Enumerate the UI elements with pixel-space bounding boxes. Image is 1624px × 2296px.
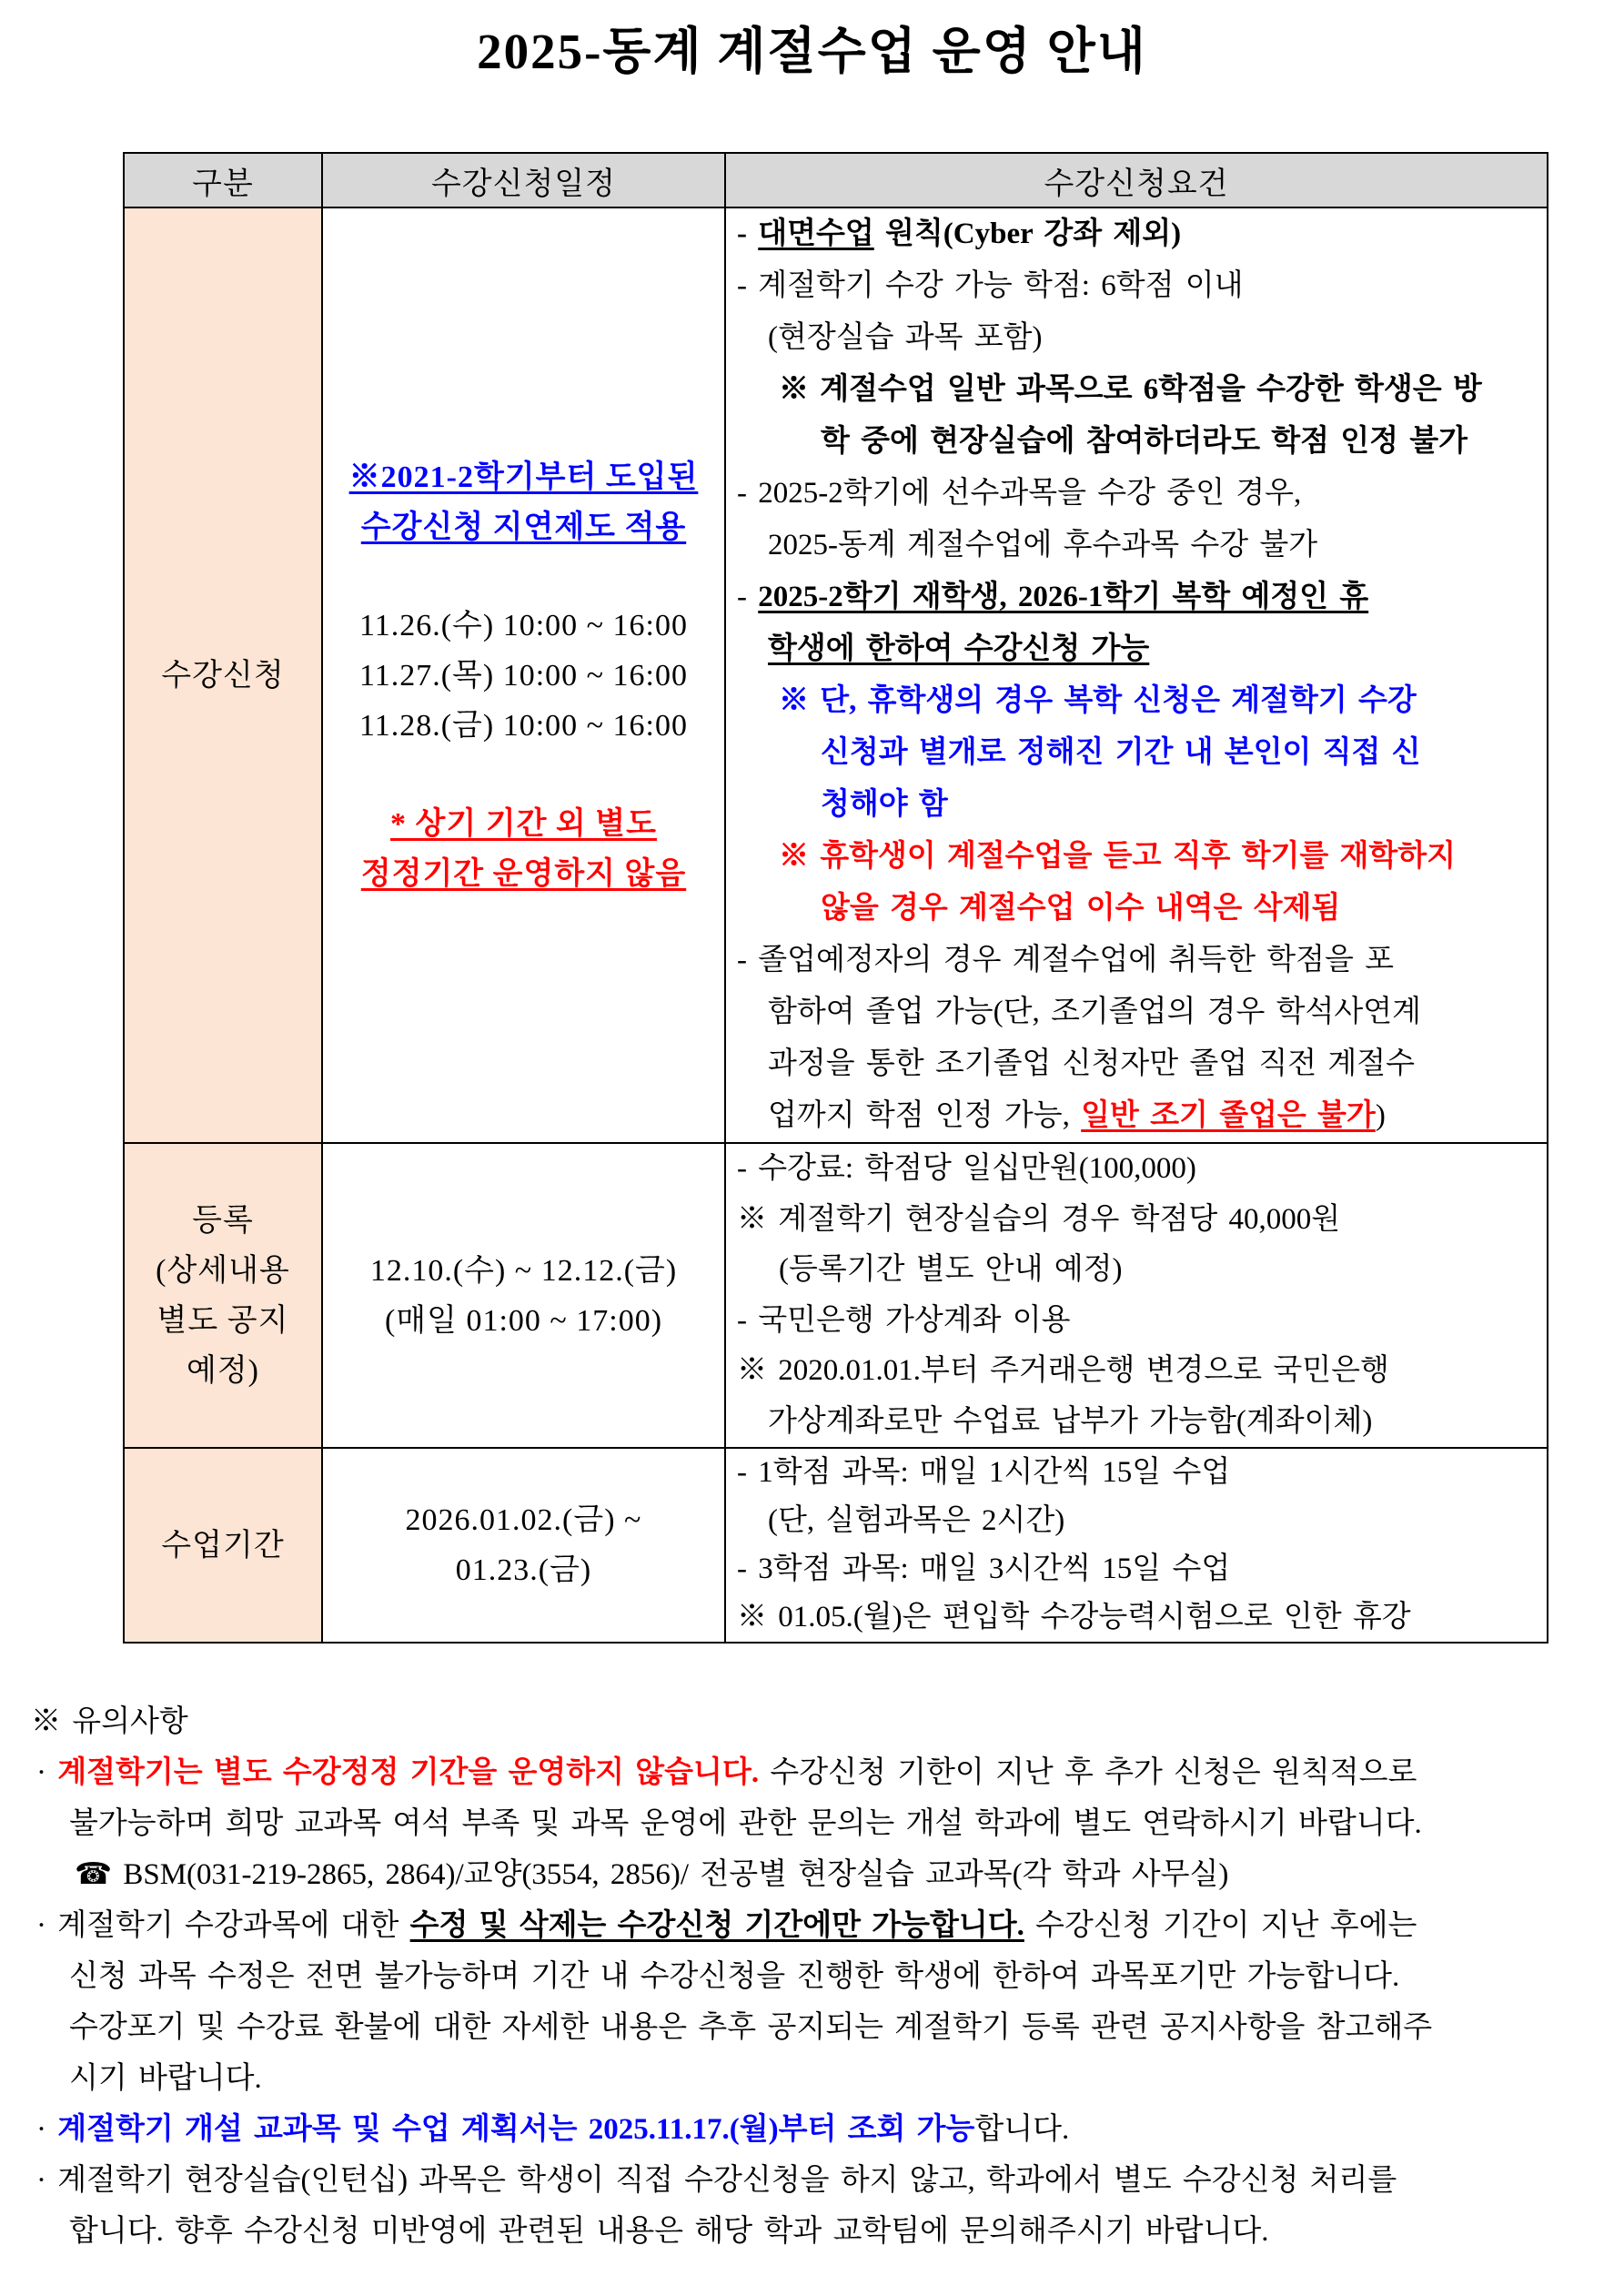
- text-segment: 수강포기 및 수강료 환불에 대한 자세한 내용은 추후 공지되는 계절학기 등록 관련 공지사항을 참고해주: [69, 2011, 1433, 2044]
- text-line: 01.23.(금): [455, 1553, 592, 1587]
- text-line: 별도 공지: [156, 1303, 289, 1338]
- text-line: 수업기간: [161, 1528, 285, 1563]
- text-segment: ※2021-2학기부터 도입된: [348, 460, 699, 494]
- course-schedule-table: [123, 152, 1548, 1644]
- text-line: [726, 416, 1543, 468]
- text-segment: 신청 과목 수정은 전면 불가능하며 기간 내 수강신청을 진행한 학생에 한하여 과목포기만 가능합니다.: [69, 1960, 1400, 1993]
- text-segment: 수강신청 기한이 지난 후 추가 신청은 원칙적으로: [759, 1756, 1417, 1789]
- text-segment: (등록기간 별도 안내 예정): [779, 1253, 1123, 1286]
- text-segment: 함하여 졸업 가능(단, 조기졸업의 경우 학석사연계: [768, 996, 1422, 1028]
- text-line: [25, 2155, 1616, 2206]
- text-line: [726, 623, 1543, 675]
- table-header-row: [124, 153, 1548, 207]
- text-line: [726, 779, 1543, 831]
- cell-category-registration: [124, 207, 322, 1143]
- text-segment: ※ 단, 휴학생의 경우 복학 신청은 계절학기 수강: [779, 684, 1417, 717]
- cell-requirements-enrollment: [725, 1143, 1548, 1448]
- text-line: [323, 601, 724, 651]
- cell-requirements-class-period: [725, 1448, 1548, 1643]
- text-line: [726, 675, 1543, 727]
- text-segment: ※ 유의사항: [31, 1705, 188, 1738]
- cell-schedule-registration: [322, 207, 725, 1143]
- text-segment: ·: [36, 2113, 58, 2146]
- text-line: [726, 520, 1543, 571]
- text-line: [25, 1798, 1616, 1849]
- text-segment: ·: [36, 1756, 58, 1789]
- text-segment: 신청과 별개로 정해진 기간 내 본인이 직접 신: [821, 736, 1421, 769]
- text-segment: 업까지 학점 인정 가능,: [768, 1099, 1082, 1132]
- text-line: [25, 1849, 1616, 1900]
- text-line: [726, 468, 1543, 520]
- text-segment: 수강신청 기간이 지난 후에는: [1024, 1909, 1417, 1942]
- text-line: (매일 01:00 ~ 17:00): [384, 1303, 663, 1338]
- text-segment: ※ 계절학기 현장실습의 경우 학점당 40,000원: [737, 1202, 1341, 1236]
- text-line: [726, 831, 1543, 883]
- header-category: 구분: [124, 153, 322, 207]
- text-line: [726, 1449, 1543, 1497]
- text-segment: 일반 조기 졸업은 불가: [1081, 1099, 1376, 1132]
- text-segment: 수강신청 지연제도 적용: [360, 510, 687, 544]
- row-class-period: [124, 1448, 1548, 1643]
- text-segment: - 수강료: 학점당 일십만원(100,000): [737, 1152, 1196, 1185]
- text-segment: 원칙(Cyber 강좌 제외): [873, 217, 1182, 250]
- text-line: [726, 260, 1543, 312]
- text-line: 등록: [192, 1203, 254, 1238]
- text-line: [726, 1346, 1543, 1397]
- header-registration-requirements: 수강신청요건: [725, 153, 1548, 207]
- text-line: [726, 1593, 1543, 1642]
- text-segment: ※ 01.05.(월)은 편입학 수강능력시험으로 인한 휴강: [737, 1601, 1411, 1633]
- text-segment: 청해야 함: [821, 788, 948, 821]
- text-segment: 2025-2학기 재학생, 2026-1학기 복학 예정인 휴: [758, 581, 1369, 613]
- text-segment: - 2025-2학기에 선수과목을 수강 중인 경우,: [737, 477, 1302, 510]
- text-segment: 수정 및 삭제는 수강신청 기간에만 가능합니다.: [409, 1909, 1024, 1942]
- text-line: [726, 312, 1543, 364]
- text-segment: · 계절학기 현장실습(인턴십) 과목은 학생이 직접 수강신청을 하지 않고, 학과에서 별도 수강신청 처리를: [36, 2164, 1397, 2197]
- text-line: [726, 364, 1543, 416]
- text-segment: -: [737, 581, 759, 613]
- text-segment: ※ 휴학생이 계절수업을 듣고 직후 학기를 재학하지: [779, 840, 1457, 873]
- text-segment: 않을 경우 계절수업 이수 내역은 삭제됨: [821, 892, 1341, 925]
- text-line: 11.28.(금) 10:00 ~ 16:00: [358, 708, 688, 743]
- cell-category-class-period: [124, 1448, 322, 1643]
- text-segment: 과정을 통한 조기졸업 신청자만 졸업 직전 계절수: [768, 1047, 1416, 1080]
- text-line: [25, 1900, 1616, 1951]
- header-registration-schedule: 수강신청일정: [322, 153, 725, 207]
- text-segment: 대면수업: [758, 217, 874, 250]
- text-segment: ※ 계절수업 일반 과목으로 6학점을 수강한 학생은 방: [779, 373, 1482, 406]
- cell-requirements-registration: [725, 207, 1548, 1143]
- text-line: [726, 208, 1543, 260]
- text-segment: - 졸업예정자의 경우 계절수업에 취득한 학점을 포: [737, 944, 1395, 976]
- text-segment: ☎ BSM(031-219-2865, 2864)/교양(3554, 2856)/ 전공별 현장실습 교과목(각 학과 사무실): [75, 1858, 1229, 1891]
- text-line: (상세내용: [156, 1253, 290, 1288]
- text-line: [726, 935, 1543, 986]
- cell-category-enrollment: [124, 1143, 322, 1448]
- text-line: [726, 1545, 1543, 1593]
- text-segment: 정정기간 운영하지 않음: [360, 856, 687, 891]
- text-line: [726, 1497, 1543, 1545]
- text-line: [726, 986, 1543, 1038]
- text-segment: (현장실습 과목 포함): [768, 321, 1043, 354]
- text-segment: (단, 실험과목은 2시간): [768, 1504, 1065, 1537]
- notes-section: [25, 1696, 1616, 2257]
- text-line: [726, 883, 1543, 935]
- text-line: [323, 452, 724, 502]
- text-segment: ): [1375, 1099, 1386, 1132]
- text-line: [726, 571, 1543, 623]
- text-line: [25, 1696, 1616, 1747]
- text-segment: 계절학기는 별도 수강정정 기간을 운영하지 않습니다.: [57, 1756, 760, 1789]
- text-line: [726, 1296, 1543, 1347]
- text-line: [726, 1397, 1543, 1448]
- text-segment: 계절학기 개설 교과목 및 수업 계획서는 2025.11.17.(월)부터 조회 가능: [57, 2113, 975, 2146]
- text-segment: 학 중에 현장실습에 참여하더라도 학점 인정 불가: [821, 425, 1468, 458]
- text-segment: - 3학점 과목: 매일 3시간씩 15일 수업: [737, 1553, 1231, 1585]
- text-line: [323, 502, 724, 552]
- text-segment: 학생에 한하여 수강신청 가능: [768, 632, 1150, 665]
- text-line: 12.10.(수) ~ 12.12.(금): [369, 1253, 678, 1288]
- text-line: 수강신청: [161, 658, 285, 693]
- text-line: [726, 1144, 1543, 1195]
- text-line: 11.27.(목) 10:00 ~ 16:00: [358, 658, 688, 693]
- text-segment: 합니다.: [974, 2113, 1070, 2146]
- text-line: [726, 1090, 1543, 1142]
- text-segment: * 상기 기간 외 별도: [390, 806, 657, 841]
- text-line: 2026.01.02.(금) ~: [405, 1503, 642, 1537]
- text-segment: 11.26.(수) 10:00 ~ 16:00: [358, 608, 688, 642]
- cell-schedule-enrollment: [322, 1143, 725, 1448]
- page-title: 2025-동계 계절수업 운영 안내: [477, 24, 1147, 79]
- text-line: [726, 1038, 1543, 1090]
- text-segment: 불가능하며 희망 교과목 여석 부족 및 과목 운영에 관한 문의는 개설 학과에 별도 연락하시기 바랍니다.: [69, 1807, 1422, 1840]
- text-line: [25, 2206, 1616, 2257]
- text-segment: 가상계좌로만 수업료 납부가 가능함(계좌이체): [768, 1404, 1373, 1438]
- text-line: [25, 2053, 1616, 2104]
- text-segment: ※ 2020.01.01.부터 주거래은행 변경으로 국민은행: [737, 1354, 1389, 1387]
- text-line: [25, 1747, 1616, 1798]
- text-line: [25, 1951, 1616, 2002]
- text-line: [726, 1245, 1543, 1296]
- text-line: 예정): [186, 1353, 259, 1388]
- text-line: [726, 727, 1543, 779]
- text-line: [25, 2104, 1616, 2155]
- cell-schedule-class-period: [322, 1448, 725, 1643]
- text-segment: - 계절학기 수강 가능 학점: 6학점 이내: [737, 269, 1244, 302]
- row-enrollment: [124, 1143, 1548, 1448]
- text-segment: - 국민은행 가상계좌 이용: [737, 1303, 1071, 1337]
- text-line: [25, 2002, 1616, 2053]
- text-line: [323, 799, 724, 849]
- text-segment: 합니다. 향후 수강신청 미반영에 관련된 내용은 해당 학과 교학팀에 문의해주시기 바랍니다.: [69, 2215, 1269, 2248]
- text-segment: 2025-동계 계절수업에 후수과목 수강 불가: [768, 529, 1318, 561]
- text-line: [323, 849, 724, 899]
- text-segment: -: [737, 217, 759, 250]
- row-course-registration: [124, 207, 1548, 1143]
- text-segment: - 1학점 과목: 매일 1시간씩 15일 수업: [737, 1456, 1231, 1489]
- text-segment: · 계절학기 수강과목에 대한: [36, 1909, 410, 1942]
- text-segment: 시기 바랍니다.: [69, 2062, 262, 2095]
- text-line: [726, 1195, 1543, 1246]
